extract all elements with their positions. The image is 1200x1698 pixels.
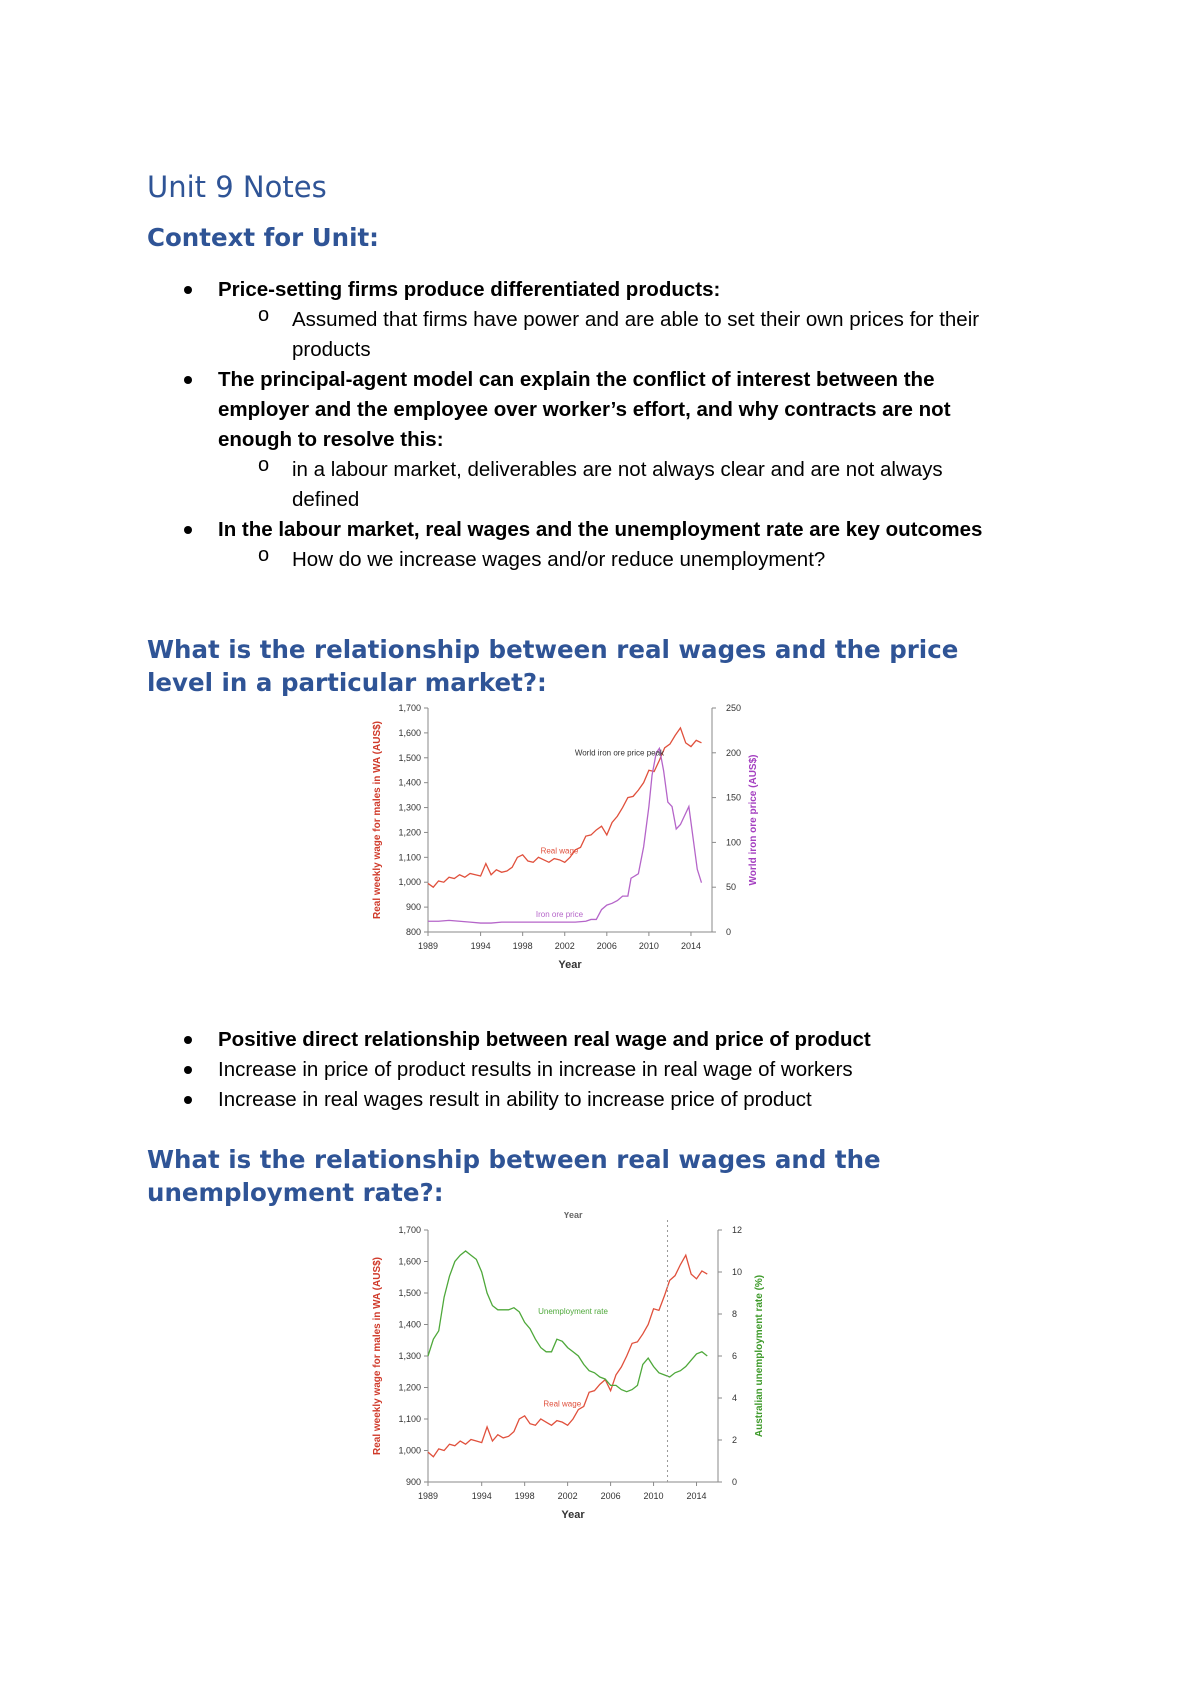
y-tick-label: 1,600: [398, 727, 421, 738]
y2-tick-label: 4: [732, 1393, 738, 1403]
y2-tick-label: 2: [732, 1435, 738, 1445]
bullet-icon: [184, 1036, 192, 1044]
annotation-real-wage: Real wage: [543, 1399, 582, 1409]
y2-tick-label: 150: [726, 792, 742, 803]
heading-line: What is the relationship between real wages and the price: [147, 635, 959, 664]
y2-axis-label: Australian unemployment rate (%): [754, 1274, 765, 1438]
x-tick-label: 1998: [512, 941, 533, 951]
y-tick-label: 1,600: [398, 1256, 421, 1267]
x-tick-label: 2002: [557, 1491, 578, 1501]
sub-list-item: in a labour market, deliverables are not always clear and are not always: [292, 458, 943, 481]
heading-line: level in a particular market?:: [147, 668, 547, 697]
y2-tick-label: 10: [732, 1267, 743, 1277]
list-item-continued: employer and the employee over worker’s effort, and why contracts are not: [218, 398, 951, 421]
x-tick-label: 2014: [686, 1491, 707, 1501]
sub-list-item: How do we increase wages and/or reduce unemployment?: [292, 548, 826, 571]
y2-tick-label: 0: [726, 927, 732, 937]
list-item: The principal-agent model can explain the conflict of interest between the: [218, 368, 935, 391]
y-tick-label: 1,100: [398, 1414, 421, 1424]
bullet-icon: [184, 1096, 192, 1104]
heading-line: unemployment rate?:: [147, 1178, 444, 1207]
wage-unemployment-chart: [366, 1212, 806, 1532]
sub-bullet-icon: o: [258, 304, 270, 326]
chart-top-label: Year: [563, 1212, 583, 1220]
y-tick-label: 1,100: [398, 852, 421, 863]
list-item: In the labour market, real wages and the unemployment rate are key outcomes: [218, 518, 983, 541]
y2-tick-label: 12: [732, 1225, 743, 1235]
x-axis-label: Year: [558, 959, 582, 971]
wage-iron-ore-chart: [370, 700, 790, 1000]
y-tick-label: 1,300: [398, 802, 421, 813]
list-item: Positive direct relationship between real wage and price of product: [218, 1028, 871, 1051]
y2-tick-label: 8: [732, 1309, 738, 1319]
y2-tick-label: 200: [726, 747, 742, 758]
series-line-iron-ore-price: [428, 748, 701, 923]
section-heading-context: Context for Unit:: [147, 223, 379, 252]
y-tick-label: 1,200: [398, 1382, 421, 1393]
y-axis-label: Real weekly wage for males in WA (AUS$): [372, 720, 383, 920]
y-axis-label: Real weekly wage for males in WA (AUS$): [372, 1256, 383, 1456]
y-tick-label: 900: [405, 1477, 421, 1487]
x-tick-label: 2010: [638, 941, 659, 951]
y-tick-label: 1,400: [398, 777, 421, 788]
y-tick-label: 900: [405, 902, 421, 913]
x-tick-label: 1989: [417, 941, 439, 951]
list-item: Increase in real wages result in ability to increase price of product: [218, 1088, 812, 1111]
y2-tick-label: 6: [732, 1351, 738, 1361]
annotation-iron-ore-peak: World iron ore price peak: [574, 748, 665, 758]
x-tick-label: 2010: [643, 1491, 664, 1501]
y2-axis-label: World iron ore price (AUS$): [748, 754, 759, 886]
x-tick-label: 2002: [554, 941, 575, 951]
y-tick-label: 1,000: [398, 877, 421, 888]
y2-tick-label: 0: [732, 1477, 738, 1487]
sub-list-item: Assumed that firms have power and are able to set their own prices for their: [292, 308, 980, 331]
x-tick-label: 1998: [514, 1491, 535, 1501]
x-axis-label: Year: [561, 1509, 585, 1521]
y-tick-label: 1,000: [398, 1445, 421, 1456]
y-tick-label: 1,400: [398, 1319, 421, 1330]
bullet-icon: [184, 1066, 192, 1074]
y2-tick-label: 50: [726, 882, 737, 893]
sub-list-item-continued: products: [292, 338, 371, 361]
y-tick-label: 1,700: [398, 703, 421, 713]
section-heading-unemployment: [147, 1143, 881, 1209]
annotation-iron-ore-price: Iron ore price: [535, 910, 584, 920]
x-tick-label: 2014: [680, 941, 701, 951]
y-tick-label: 1,200: [398, 827, 421, 838]
sub-bullet-icon: o: [258, 544, 270, 566]
x-tick-label: 1989: [417, 1491, 439, 1501]
bullet-icon: [184, 376, 192, 384]
y-tick-label: 800: [405, 927, 421, 937]
annotation-real-wage: Real wage: [540, 846, 579, 856]
y-tick-label: 1,700: [398, 1225, 421, 1235]
annotation-unemployment-rate: Unemployment rate: [538, 1307, 608, 1316]
sub-list-item-continued: defined: [292, 488, 360, 511]
page-title: Unit 9 Notes: [147, 170, 327, 204]
list-item: Price-setting firms produce differentiated products:: [218, 278, 721, 301]
bullet-icon: [184, 286, 192, 294]
bullet-icon: [184, 526, 192, 534]
section-heading-price: [147, 633, 958, 699]
list-item: Increase in price of product results in increase in real wage of workers: [218, 1058, 853, 1081]
list-item-continued: enough to resolve this:: [218, 428, 444, 451]
y-tick-label: 1,300: [398, 1351, 421, 1361]
x-tick-label: 2006: [600, 1491, 621, 1501]
y-tick-label: 1,500: [398, 1288, 421, 1298]
sub-bullet-icon: o: [258, 454, 270, 476]
y2-tick-label: 250: [726, 703, 742, 713]
series-line-real-wage: [428, 1255, 707, 1457]
x-tick-label: 1994: [471, 1491, 492, 1501]
y2-tick-label: 100: [726, 837, 742, 848]
y-tick-label: 1,500: [398, 752, 421, 763]
heading-line: What is the relationship between real wages and the: [147, 1145, 881, 1174]
x-tick-label: 2006: [596, 941, 617, 951]
x-tick-label: 1994: [470, 941, 491, 951]
series-line-unemployment-rate: [428, 1251, 707, 1392]
